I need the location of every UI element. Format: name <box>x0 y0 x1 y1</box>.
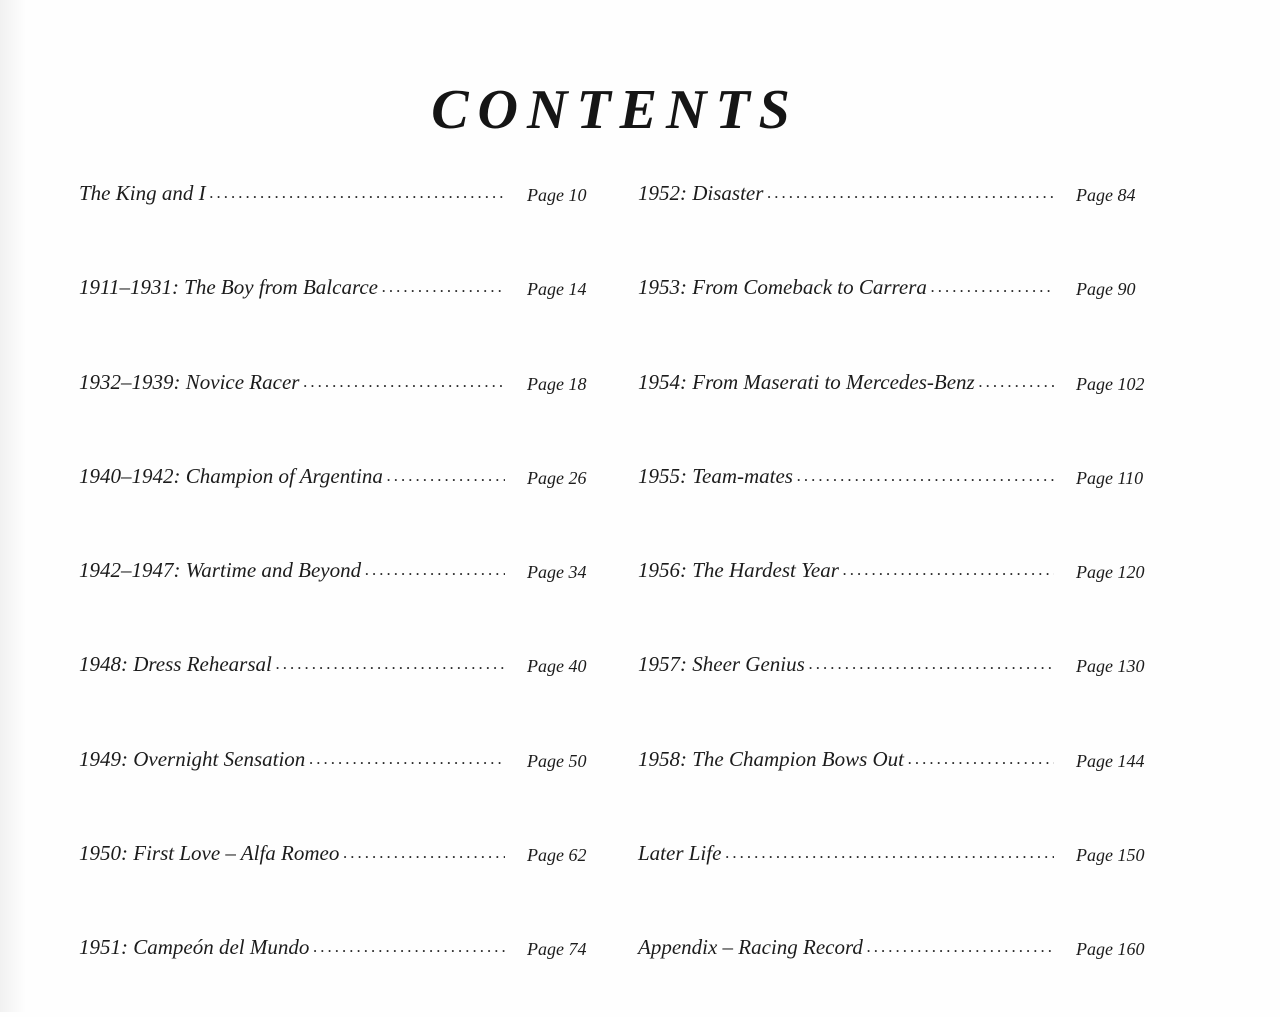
toc-entry[interactable] <box>79 451 589 545</box>
dot-leader <box>365 545 505 595</box>
toc-entry[interactable] <box>638 357 1148 451</box>
toc-entry[interactable] <box>79 639 589 733</box>
dot-leader <box>343 828 505 878</box>
toc-entry-page: Page 40 <box>527 656 587 677</box>
toc-entry-page: Page 74 <box>527 939 587 960</box>
dot-leader <box>767 168 1054 218</box>
page-edge-shadow <box>0 0 26 1012</box>
dot-leader <box>725 828 1054 878</box>
toc-entry-title: The King and I <box>79 181 206 205</box>
toc-entry-title: 1951: Campeón del Mundo <box>79 935 310 960</box>
toc-entry-page: Page 26 <box>527 467 587 488</box>
toc-entry-title: 1932–1939: Novice Racer <box>79 369 300 394</box>
dot-leader <box>867 922 1054 972</box>
toc-entry-page: Page 50 <box>527 750 587 771</box>
dot-leader <box>382 262 505 312</box>
toc-entry[interactable] <box>638 922 1148 1016</box>
dot-leader <box>303 357 505 407</box>
dot-leader <box>797 451 1054 501</box>
toc-entry-page: Page 84 <box>1076 185 1136 205</box>
toc-entry-title: 1954: From Maserati to Mercedes-Benz <box>638 369 975 394</box>
dot-leader <box>979 357 1054 407</box>
dot-leader <box>276 639 505 689</box>
dot-leader <box>309 734 505 784</box>
dot-leader <box>908 734 1054 784</box>
toc-entry-page: Page 130 <box>1076 656 1145 677</box>
toc-entry-page: Page 10 <box>527 185 587 205</box>
toc-entry-title: 1942–1947: Wartime and Beyond <box>79 558 362 583</box>
dot-leader <box>809 639 1054 689</box>
toc-entry[interactable] <box>79 828 589 922</box>
toc-entry[interactable] <box>638 545 1148 639</box>
toc-entry[interactable] <box>638 734 1148 828</box>
toc-entry-page: Page 102 <box>1076 373 1145 394</box>
toc-entry[interactable] <box>638 168 1148 262</box>
toc-entry-title: 1956: The Hardest Year <box>638 558 839 583</box>
toc-entry-title: 1953: From Comeback to Carrera <box>638 275 927 300</box>
toc-entry[interactable] <box>79 357 589 451</box>
toc-entry-page: Page 14 <box>527 279 587 300</box>
toc-entry-page: Page 150 <box>1076 845 1145 866</box>
toc-entry[interactable] <box>638 828 1148 922</box>
toc-entry-title: 1940–1942: Champion of Argentina <box>79 463 383 488</box>
dot-leader <box>843 545 1054 595</box>
toc-entry-page: Page 120 <box>1076 562 1145 583</box>
toc-entry-page: Page 18 <box>527 373 587 394</box>
toc-entry-title: 1949: Overnight Sensation <box>79 746 306 771</box>
toc-entry-page: Page 34 <box>527 562 587 583</box>
toc-entry[interactable] <box>79 545 589 639</box>
toc-entry[interactable] <box>79 734 589 828</box>
toc-entry[interactable] <box>79 262 589 356</box>
toc-left-column <box>79 168 589 1017</box>
toc-entry-title: 1955: Team-mates <box>638 463 793 488</box>
toc-entry[interactable] <box>79 922 589 1016</box>
toc-entry-page: Page 160 <box>1076 939 1145 960</box>
toc-entry-title: 1950: First Love – Alfa Romeo <box>79 841 340 866</box>
dot-leader <box>210 168 505 218</box>
toc-entry-title: 1952: Disaster <box>638 181 764 205</box>
toc-entry-title: Appendix – Racing Record <box>638 935 863 960</box>
toc-entry-page: Page 110 <box>1076 467 1144 488</box>
dot-leader <box>387 451 505 501</box>
toc-entry[interactable] <box>638 451 1148 545</box>
toc-entry-title: 1948: Dress Rehearsal <box>79 652 272 677</box>
toc-right-column <box>638 168 1148 1017</box>
toc-entry-page: Page 144 <box>1076 750 1145 771</box>
dot-leader <box>313 922 505 972</box>
toc-entry-title: 1911–1931: The Boy from Balcarce <box>79 275 378 300</box>
toc-entry-page: Page 62 <box>527 845 587 866</box>
page-title: CONTENTS <box>431 78 799 141</box>
toc-entry-title: 1957: Sheer Genius <box>638 652 805 677</box>
toc-entry-page: Page 90 <box>1076 279 1136 300</box>
toc-entry[interactable] <box>79 168 589 262</box>
toc-entry-title: Later Life <box>638 841 722 866</box>
toc-entry-title: 1958: The Champion Bows Out <box>638 746 905 771</box>
toc-entry[interactable] <box>638 262 1148 356</box>
dot-leader <box>931 262 1054 312</box>
toc-entry[interactable] <box>638 639 1148 733</box>
